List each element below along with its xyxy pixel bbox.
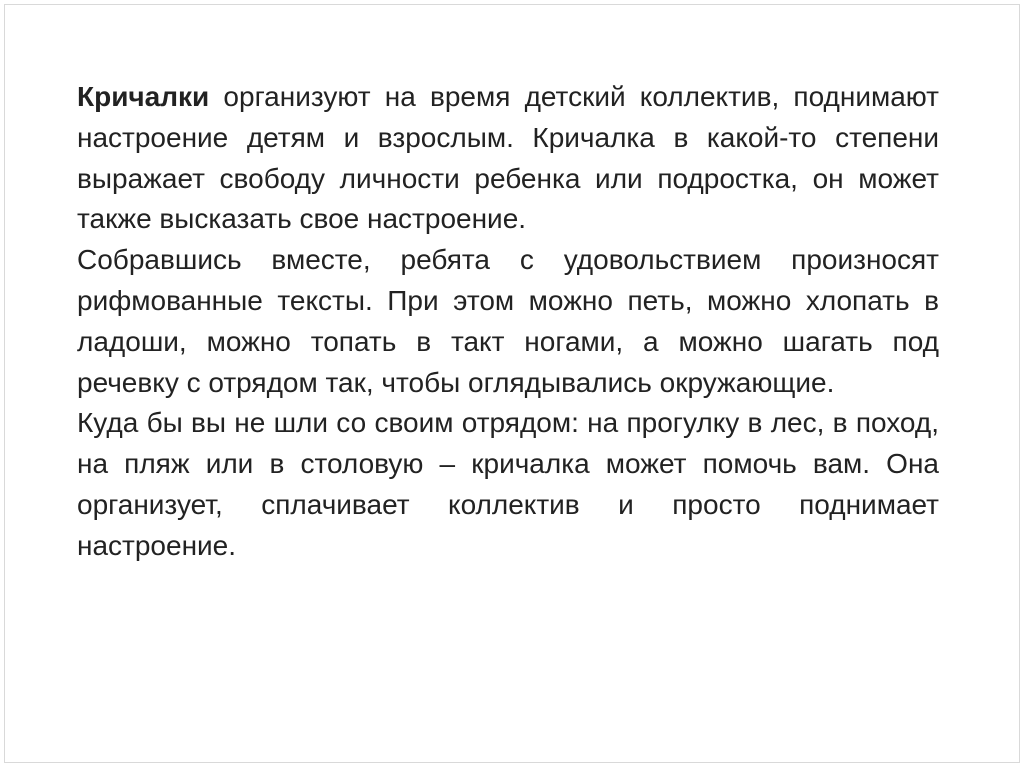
text-body (77, 77, 939, 567)
paragraph-2 (77, 240, 939, 403)
paragraph-2-text: Собравшись вместе, ребята с удовольствием произносят рифмованные тексты. При этом можно петь, можно хлопать в ладоши, можно топать в такт ногами, а можно шагать под речевку с отрядом так, чтобы оглядывались окружающие. (77, 244, 939, 398)
paragraph-3-text: Куда бы вы не шли со своим отрядом: на прогулку в лес, в поход, на пляж или в столовую – кричалка может помочь вам. Она организует, сплачивает коллектив и просто поднимает настроение. (77, 407, 939, 561)
paragraph-3 (77, 403, 939, 566)
paragraph-1 (77, 77, 939, 240)
paragraph-1-text: организуют на время детский коллектив, поднимают настроение детям и взрослым. Кричалка в какой-то степени выражает свободу личности ребенка или подростка, он может также высказать свое настроение. (77, 81, 939, 235)
bold-term: Кричалки (77, 81, 210, 112)
